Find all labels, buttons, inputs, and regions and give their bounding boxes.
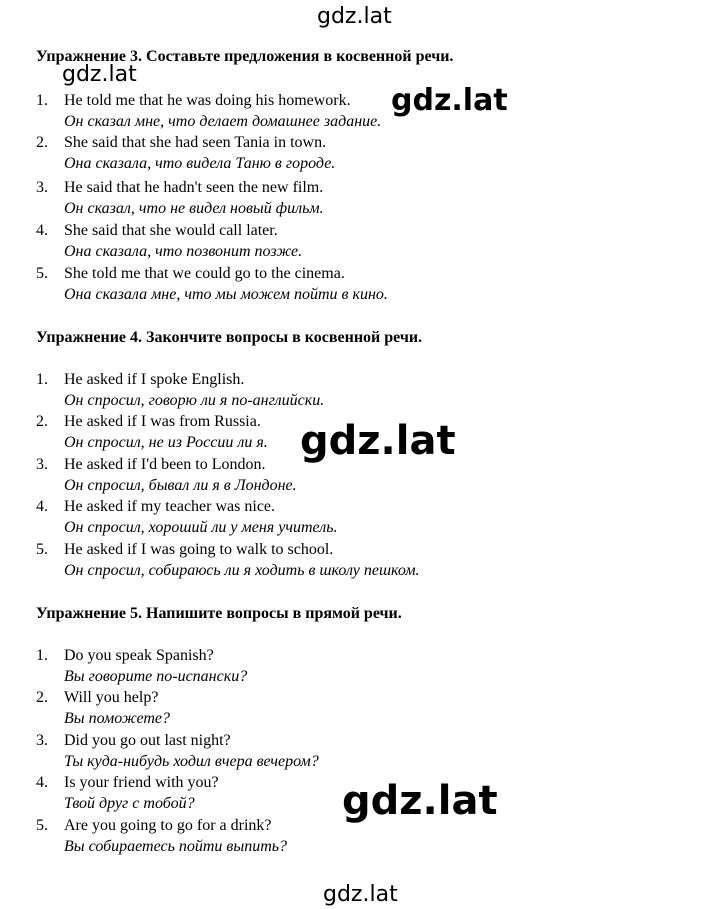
watermark-left: gdz.lat bbox=[62, 62, 137, 87]
ex4-item-4-russian: Он спросил, хороший ли у меня учитель. bbox=[64, 519, 338, 536]
ex5-item-3-number: 3. bbox=[36, 732, 48, 749]
ex4-item-4-number: 4. bbox=[36, 498, 48, 515]
ex3-item-5-number: 5. bbox=[36, 265, 48, 282]
ex5-item-1-number: 1. bbox=[36, 647, 48, 664]
exercise-3-heading: Упражнение 3. Составьте предложения в косвенной речи. bbox=[36, 48, 454, 65]
ex5-item-1-russian: Вы говорите по-испански? bbox=[64, 668, 248, 685]
ex4-item-3-russian: Он спросил, бывал ли я в Лондоне. bbox=[64, 477, 297, 494]
ex3-item-4-number: 4. bbox=[36, 222, 48, 239]
ex5-item-3-russian: Ты куда-нибудь ходил вчера вечером? bbox=[64, 753, 319, 770]
watermark-top: gdz.lat bbox=[317, 4, 392, 29]
ex3-item-4-english: She said that she would call later. bbox=[64, 222, 278, 239]
ex4-item-4-english: He asked if my teacher was nice. bbox=[64, 498, 276, 515]
ex4-item-5-number: 5. bbox=[36, 541, 48, 558]
ex3-item-2-number: 2. bbox=[36, 134, 48, 151]
watermark-lower: gdz.lat bbox=[342, 778, 498, 824]
ex3-item-3-number: 3. bbox=[36, 179, 48, 196]
watermark-mid: gdz.lat bbox=[387, 83, 512, 118]
ex4-item-3-english: He asked if I'd been to London. bbox=[64, 456, 266, 473]
ex4-item-2-number: 2. bbox=[36, 413, 48, 430]
ex4-item-2-russian: Он спросил, не из России ли я. bbox=[64, 434, 268, 451]
ex3-item-1-number: 1. bbox=[36, 92, 48, 109]
exercise-5-heading: Упражнение 5. Напишите вопросы в прямой речи. bbox=[36, 605, 402, 622]
ex5-item-2-russian: Вы поможете? bbox=[64, 710, 171, 727]
ex5-item-5-english: Are you going to go for a drink? bbox=[64, 817, 272, 834]
ex5-item-4-english: Is your friend with you? bbox=[64, 774, 219, 791]
ex4-item-1-number: 1. bbox=[36, 371, 48, 388]
ex3-item-1-english: He told me that he was doing his homework. bbox=[64, 92, 351, 109]
ex3-item-5-english: She told me that we could go to the cinema. bbox=[64, 265, 345, 282]
ex3-item-4-russian: Она сказала, что позвонит позже. bbox=[64, 243, 303, 260]
ex4-item-3-number: 3. bbox=[36, 456, 48, 473]
ex5-item-3-english: Did you go out last night? bbox=[64, 732, 231, 749]
ex3-item-5-russian: Она сказала мне, что мы можем пойти в кино. bbox=[64, 286, 388, 303]
ex4-item-1-russian: Он спросил, говорю ли я по-английски. bbox=[64, 392, 325, 409]
ex5-item-1-english: Do you speak Spanish? bbox=[64, 647, 214, 664]
ex5-item-4-number: 4. bbox=[36, 774, 48, 791]
ex4-item-1-english: He asked if I spoke English. bbox=[64, 371, 245, 388]
ex3-item-2-russian: Она сказала, что видела Таню в городе. bbox=[64, 155, 336, 172]
ex3-item-1-russian: Он сказал мне, что делает домашнее задание. bbox=[64, 113, 382, 130]
ex5-item-4-russian: Твой друг с тобой? bbox=[64, 795, 195, 812]
ex4-item-5-english: He asked if I was going to walk to school. bbox=[64, 541, 334, 558]
ex5-item-2-english: Will you help? bbox=[64, 689, 159, 706]
ex4-item-2-english: He asked if I was from Russia. bbox=[64, 413, 261, 430]
ex3-item-2-english: She said that she had seen Tania in town. bbox=[64, 134, 327, 151]
watermark-bottom: gdz.lat bbox=[323, 882, 398, 907]
ex5-item-5-russian: Вы собираетесь пойти выпить? bbox=[64, 838, 288, 855]
exercise-4-heading: Упражнение 4. Закончите вопросы в косвенной речи. bbox=[36, 329, 423, 346]
ex5-item-5-number: 5. bbox=[36, 817, 48, 834]
ex3-item-3-russian: Он сказал, что не видел новый фильм. bbox=[64, 200, 324, 217]
ex3-item-3-english: He said that he hadn't seen the new film. bbox=[64, 179, 324, 196]
ex5-item-2-number: 2. bbox=[36, 689, 48, 706]
ex4-item-5-russian: Он спросил, собираюсь ли я ходить в школу пешком. bbox=[64, 562, 420, 579]
watermark-center: gdz.lat bbox=[300, 418, 456, 464]
